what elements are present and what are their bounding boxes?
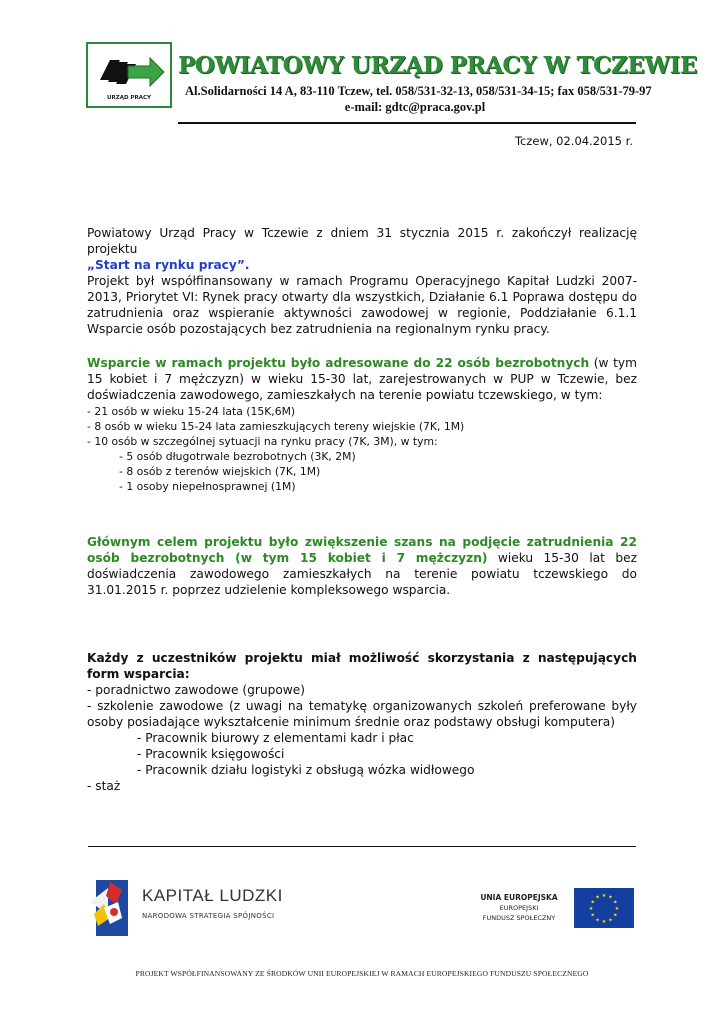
eu-flag-icon bbox=[574, 888, 634, 928]
support-section bbox=[87, 355, 637, 403]
forms-heading: Każdy z uczestników projektu miał możliwość skorzystania z następujących form wsparcia: bbox=[87, 651, 637, 681]
eu-subtitle-1: EUROPEJSKI bbox=[499, 904, 539, 912]
org-name: POWIATOWY URZĄD PRACY W TCZEWIE bbox=[178, 52, 697, 79]
kapital-ludzki-subtitle: NARODOWA STRATEGIA SPÓJNOŚCI bbox=[142, 912, 275, 920]
intro-body: Projekt był współfinansowany w ramach Programu Operacyjnego Kapitał Ludzki 2007-2013, Priorytet VI: Rynek pracy otwarty dla wszystkich, Działanie 6.1 Poprawa dostępu do zatrudnienia oraz wspieranie aktywności zawodowej w regionie, Poddziałanie 6.1.1 Wsparcie osób pozostających bez zatrudnienia na regionalnym rynku pracy. bbox=[87, 274, 637, 336]
svg-text:★: ★ bbox=[608, 894, 613, 901]
sub-list-item: - 1 osoby niepełnosprawnej (1M) bbox=[119, 480, 296, 493]
svg-text:★: ★ bbox=[590, 899, 595, 906]
svg-text:★: ★ bbox=[614, 906, 620, 912]
org-email: e-mail: gdtc@praca.gov.pl bbox=[344, 100, 486, 114]
header-divider bbox=[178, 122, 636, 124]
eu-title: UNIA EUROPEJSKA bbox=[480, 893, 558, 902]
list-item: - staż bbox=[87, 779, 121, 793]
kapital-ludzki-title: KAPITAŁ LUDZKI bbox=[142, 886, 283, 905]
svg-text:★: ★ bbox=[590, 912, 595, 919]
list-item: - 8 osób w wieku 15-24 lata zamieszkujących tereny wiejskie (7K, 1M) bbox=[87, 420, 465, 433]
support-list bbox=[87, 404, 637, 494]
list-item: - 10 osób w szczególnej sytuacji na rynku pracy (7K, 3M), w tym: bbox=[87, 435, 438, 448]
goal-lead: Głównym celem projektu było zwiększenie szans na podjęcie zatrudnienia 22 osób bezrobotnych (w tym 15 kobiet i 7 mężczyzn) bbox=[87, 535, 637, 565]
forms-section bbox=[87, 650, 637, 794]
svg-text:★: ★ bbox=[588, 906, 594, 912]
intro-section bbox=[87, 225, 637, 337]
document-date: Tczew, 02.04.2015 r. bbox=[514, 134, 633, 148]
office-logo bbox=[86, 42, 172, 108]
sub-list-item: - 8 osób z terenów wiejskich (7K, 1M) bbox=[119, 465, 321, 478]
kapital-ludzki-logo-icon bbox=[88, 874, 138, 936]
course-item: - Pracownik działu logistyki z obsługą wózka widłowego bbox=[137, 763, 475, 777]
svg-text:★: ★ bbox=[595, 917, 600, 924]
svg-text:★: ★ bbox=[613, 912, 618, 919]
support-lead: Wsparcie w ramach projektu było adresowane do 22 osób bezrobotnych bbox=[87, 356, 590, 370]
svg-text:★: ★ bbox=[613, 899, 618, 906]
support-lead-rest: (w tym 15 kobiet i 7 mężczyzn) w wieku 15-30 lat, zarejestrowanych w PUP w Tczewie, bez doświadczenia zawodowego, zamieszkałych na terenie powiatu tczewskiego, w tym: bbox=[87, 356, 637, 402]
course-item: - Pracownik księgowości bbox=[137, 747, 285, 761]
list-item: - poradnictwo zawodowe (grupowe) bbox=[87, 683, 306, 697]
goal-section bbox=[87, 534, 637, 598]
footer-divider bbox=[88, 846, 636, 847]
arrow-logo-icon bbox=[94, 50, 166, 92]
course-item: - Pracownik biurowy z elementami kadr i płac bbox=[137, 731, 414, 745]
footer-note: PROJEKT WSPÓŁFINANSOWANY ZE ŚRODKÓW UNII EUROPEJSKIEJ W RAMACH EUROPEJSKIEGO FUNDUSZU SPOŁECZNEGO bbox=[135, 969, 589, 978]
svg-text:★: ★ bbox=[601, 919, 607, 925]
svg-text:★: ★ bbox=[601, 893, 607, 899]
list-item: - szkolenie zawodowe (z uwagi na tematykę organizowanych szkoleń preferowane były osoby posiadające wykształcenie minimum średnie oraz podstawy obsługi komputera) bbox=[87, 699, 637, 729]
eu-subtitle-2: FUNDUSZ SPOŁECZNY bbox=[482, 914, 556, 922]
project-name: „Start na rynku pracy”. bbox=[87, 258, 250, 272]
org-address: Al.Solidarności 14 A, 83-110 Tczew, tel. 058/531-32-13, 058/531-34-15; fax 058/531-79-97 bbox=[185, 84, 652, 98]
svg-text:★: ★ bbox=[595, 894, 600, 901]
intro-line: Powiatowy Urząd Pracy w Tczewie z dniem 31 stycznia 2015 r. zakończył realizację projektu bbox=[87, 226, 637, 256]
goal-lead-rest: wieku 15-30 lat bez doświadczenia zawodowego zamieszkałych na terenie powiatu tczewskiego do 31.01.2015 r. poprzez udzielenie kompleksowego wsparcia. bbox=[87, 551, 637, 597]
sub-list-item: - 5 osób długotrwale bezrobotnych (3K, 2M) bbox=[119, 450, 356, 463]
logo-caption: URZĄD PRACY bbox=[107, 95, 151, 101]
list-item: - 21 osób w wieku 15-24 lata (15K,6M) bbox=[87, 405, 296, 418]
svg-text:★: ★ bbox=[608, 917, 613, 924]
